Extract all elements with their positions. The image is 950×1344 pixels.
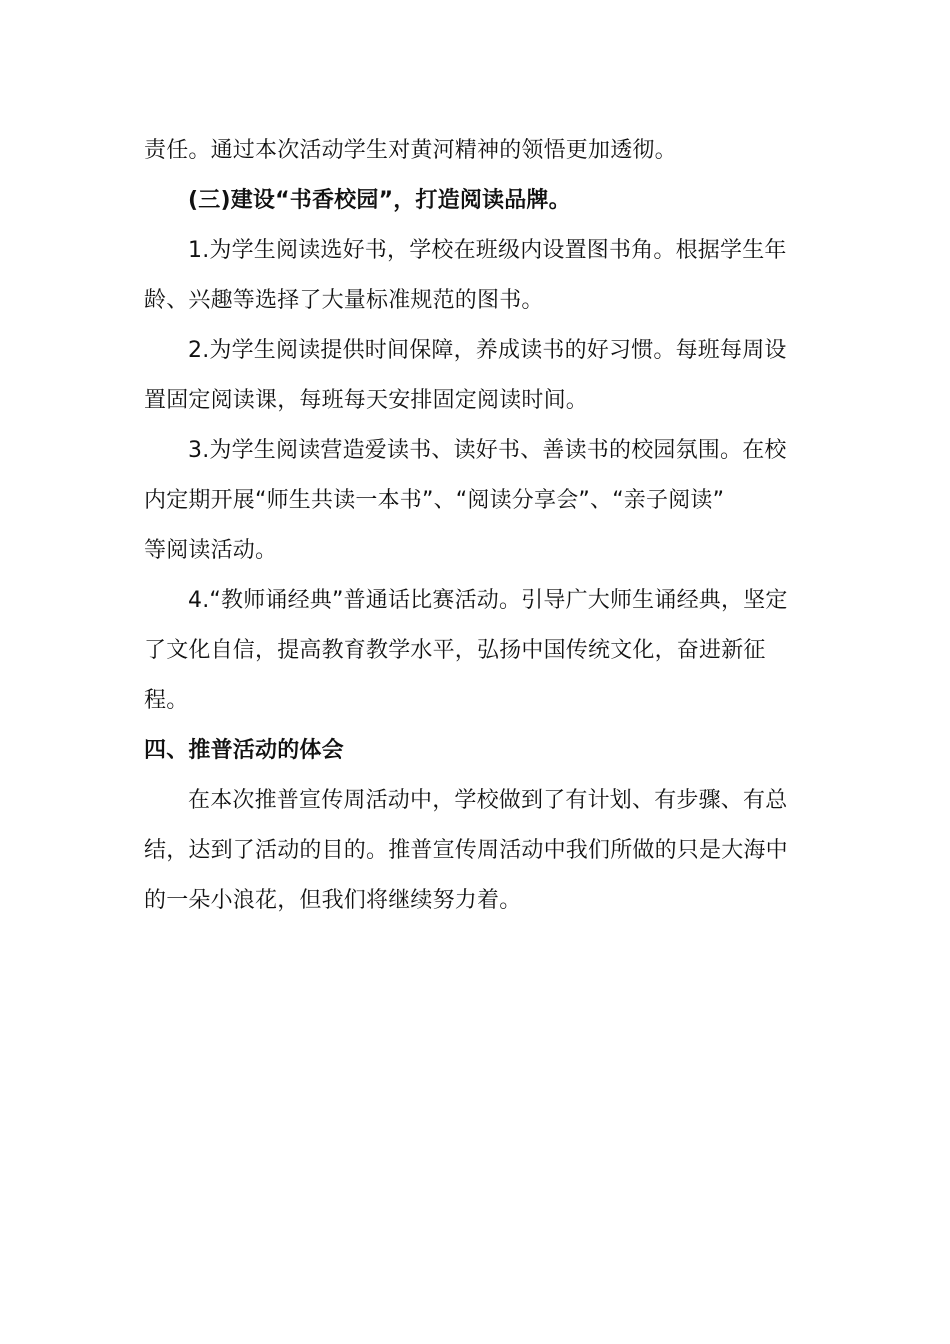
paragraph-line: 3.为学生阅读营造爱读书、读好书、善读书的校园氛围。在校 — [188, 438, 787, 463]
paragraph-line: 龄、兴趣等选择了大量标准规范的图书。 — [144, 288, 544, 313]
paragraph-line: 责任。通过本次活动学生对黄河精神的领悟更加透彻。 — [144, 138, 677, 163]
paragraph-line: 结，达到了活动的目的。推普宣传周活动中我们所做的只是大海中 — [144, 838, 788, 863]
paragraph-line: 4.“教师诵经典”普通话比赛活动。引导广大师生诵经典，坚定 — [188, 588, 788, 613]
section-heading: (三)建设“书香校园”，打造阅读品牌。 — [188, 188, 571, 213]
paragraph-line: 的一朵小浪花，但我们将继续努力着。 — [144, 888, 522, 913]
paragraph-line: 程。 — [144, 688, 189, 713]
paragraph-line: 2.为学生阅读提供时间保障，养成读书的好习惯。每班每周设 — [188, 338, 787, 363]
paragraph-line: 置固定阅读课，每班每天安排固定阅读时间。 — [144, 388, 589, 413]
section-heading: 四、推普活动的体会 — [144, 738, 344, 763]
paragraph-line: 在本次推普宣传周活动中，学校做到了有计划、有步骤、有总 — [188, 788, 788, 813]
paragraph-line: 1.为学生阅读选好书，学校在班级内设置图书角。根据学生年 — [188, 238, 787, 263]
paragraph-line: 了文化自信，提高教育教学水平，弘扬中国传统文化，奋进新征 — [144, 638, 766, 663]
paragraph-line: 等阅读活动。 — [144, 538, 278, 563]
paragraph-line: 内定期开展“师生共读一本书”、“阅读分享会”、“亲子阅读” — [144, 488, 725, 513]
